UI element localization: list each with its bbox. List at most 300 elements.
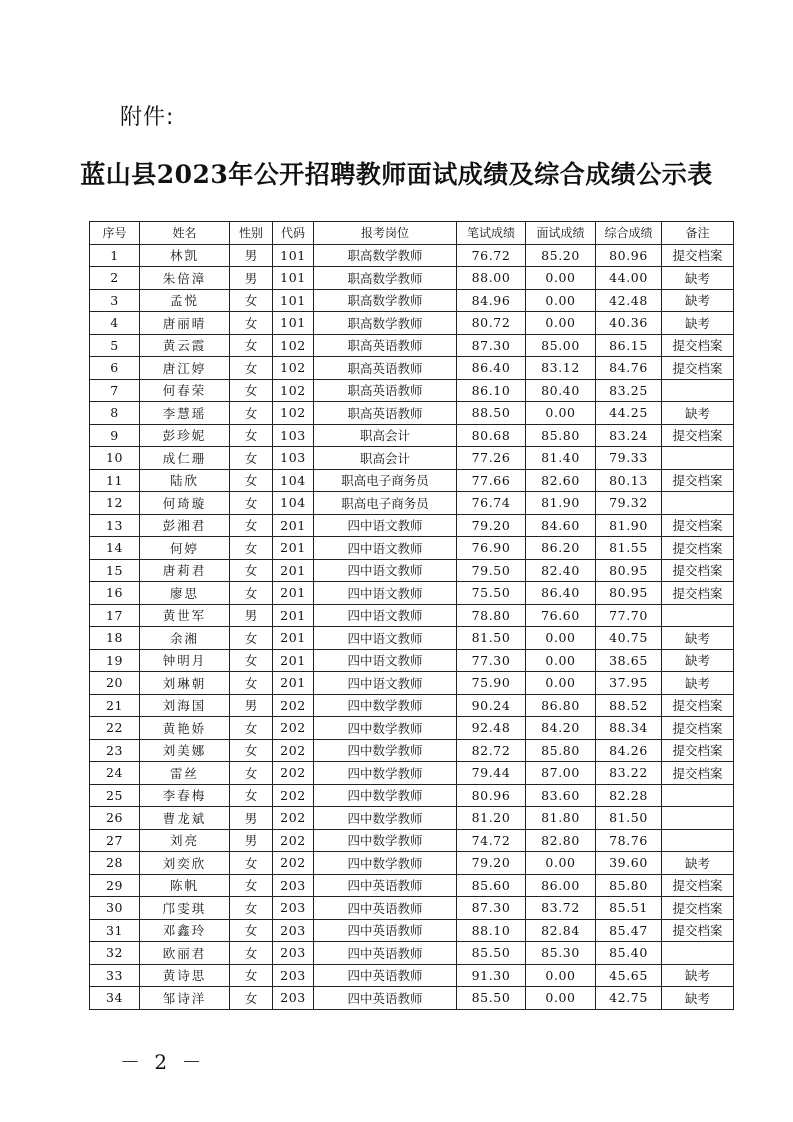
- table-row: [90, 537, 734, 560]
- table-row: [90, 807, 734, 830]
- position-code-cell: 201: [273, 672, 314, 695]
- table-row: [90, 514, 734, 537]
- row-index-cell: 1: [90, 244, 140, 267]
- position-cell: 四中英语教师: [314, 874, 457, 897]
- gender-cell: 女: [230, 379, 273, 402]
- row-index-cell: 28: [90, 852, 140, 875]
- position-code-cell: 201: [273, 627, 314, 650]
- position-cell: 职高电子商务员: [314, 492, 457, 515]
- gender-cell: 女: [230, 852, 273, 875]
- written-score-cell: 76.74: [457, 492, 526, 515]
- total-score-cell: 45.65: [596, 964, 662, 987]
- interview-score-cell: 0.00: [526, 649, 596, 672]
- candidate-name-cell: 曹龙斌: [140, 807, 230, 830]
- page-number: － 2 －: [120, 1050, 206, 1074]
- row-index-cell: 34: [90, 987, 140, 1010]
- remark-cell: 缺考: [662, 627, 734, 650]
- table-row: [90, 672, 734, 695]
- gender-cell: 女: [230, 627, 273, 650]
- total-score-cell: 85.51: [596, 897, 662, 920]
- candidate-name-cell: 李春梅: [140, 784, 230, 807]
- total-score-cell: 84.76: [596, 357, 662, 380]
- candidate-name-cell: 彭珍妮: [140, 424, 230, 447]
- position-cell: 四中数学教师: [314, 852, 457, 875]
- interview-score-cell: 81.40: [526, 447, 596, 470]
- interview-score-cell: 83.12: [526, 357, 596, 380]
- total-score-cell: 83.22: [596, 762, 662, 785]
- written-score-cell: 88.00: [457, 267, 526, 290]
- col-interview-header: 面试成绩: [526, 222, 596, 245]
- position-code-cell: 203: [273, 897, 314, 920]
- remark-cell: 缺考: [662, 672, 734, 695]
- total-score-cell: 85.40: [596, 942, 662, 965]
- candidate-name-cell: 林凯: [140, 244, 230, 267]
- remark-cell: [662, 807, 734, 830]
- row-index-cell: 19: [90, 649, 140, 672]
- position-cell: 四中语文教师: [314, 672, 457, 695]
- candidate-name-cell: 黄艳娇: [140, 717, 230, 740]
- position-cell: 四中英语教师: [314, 942, 457, 965]
- gender-cell: 女: [230, 649, 273, 672]
- interview-score-cell: 0.00: [526, 627, 596, 650]
- interview-score-cell: 86.80: [526, 694, 596, 717]
- written-score-cell: 79.20: [457, 514, 526, 537]
- remark-cell: 缺考: [662, 964, 734, 987]
- remark-cell: [662, 604, 734, 627]
- written-score-cell: 92.48: [457, 717, 526, 740]
- total-score-cell: 40.75: [596, 627, 662, 650]
- remark-cell: [662, 492, 734, 515]
- written-score-cell: 77.66: [457, 469, 526, 492]
- interview-score-cell: 85.80: [526, 424, 596, 447]
- row-index-cell: 17: [90, 604, 140, 627]
- interview-score-cell: 83.60: [526, 784, 596, 807]
- position-code-cell: 101: [273, 312, 314, 335]
- total-score-cell: 81.90: [596, 514, 662, 537]
- total-score-cell: 40.36: [596, 312, 662, 335]
- table-row: [90, 267, 734, 290]
- table-row: [90, 559, 734, 582]
- total-score-cell: 85.80: [596, 874, 662, 897]
- remark-cell: 提交档案: [662, 357, 734, 380]
- written-score-cell: 77.26: [457, 447, 526, 470]
- interview-score-cell: 84.60: [526, 514, 596, 537]
- table-row: [90, 379, 734, 402]
- total-score-cell: 39.60: [596, 852, 662, 875]
- results-table: [89, 221, 734, 1010]
- row-index-cell: 9: [90, 424, 140, 447]
- written-score-cell: 87.30: [457, 897, 526, 920]
- position-code-cell: 203: [273, 919, 314, 942]
- candidate-name-cell: 欧丽君: [140, 942, 230, 965]
- position-code-cell: 102: [273, 402, 314, 425]
- interview-score-cell: 86.00: [526, 874, 596, 897]
- position-cell: 四中语文教师: [314, 627, 457, 650]
- total-score-cell: 80.13: [596, 469, 662, 492]
- candidate-name-cell: 唐丽晴: [140, 312, 230, 335]
- gender-cell: 女: [230, 784, 273, 807]
- position-cell: 四中语文教师: [314, 537, 457, 560]
- table-row: [90, 627, 734, 650]
- written-score-cell: 91.30: [457, 964, 526, 987]
- row-index-cell: 29: [90, 874, 140, 897]
- table-row: [90, 852, 734, 875]
- table-row: [90, 447, 734, 470]
- candidate-name-cell: 廖思: [140, 582, 230, 605]
- written-score-cell: 80.96: [457, 784, 526, 807]
- written-score-cell: 75.90: [457, 672, 526, 695]
- candidate-name-cell: 刘琳朝: [140, 672, 230, 695]
- remark-cell: 提交档案: [662, 537, 734, 560]
- position-code-cell: 101: [273, 267, 314, 290]
- gender-cell: 女: [230, 514, 273, 537]
- table-row: [90, 312, 734, 335]
- table-row: [90, 604, 734, 627]
- position-code-cell: 102: [273, 334, 314, 357]
- gender-cell: 女: [230, 874, 273, 897]
- row-index-cell: 5: [90, 334, 140, 357]
- attachment-label: 附件:: [120, 105, 175, 130]
- gender-cell: 女: [230, 942, 273, 965]
- position-cell: 四中数学教师: [314, 807, 457, 830]
- candidate-name-cell: 陈帆: [140, 874, 230, 897]
- gender-cell: 女: [230, 447, 273, 470]
- candidate-name-cell: 李慧瑶: [140, 402, 230, 425]
- remark-cell: 缺考: [662, 987, 734, 1010]
- remark-cell: 缺考: [662, 267, 734, 290]
- written-score-cell: 82.72: [457, 739, 526, 762]
- position-cell: 四中英语教师: [314, 897, 457, 920]
- remark-cell: [662, 447, 734, 470]
- total-score-cell: 79.33: [596, 447, 662, 470]
- position-code-cell: 202: [273, 739, 314, 762]
- position-cell: 职高数学教师: [314, 312, 457, 335]
- total-score-cell: 44.25: [596, 402, 662, 425]
- position-code-cell: 201: [273, 559, 314, 582]
- written-score-cell: 77.30: [457, 649, 526, 672]
- row-index-cell: 13: [90, 514, 140, 537]
- position-code-cell: 202: [273, 694, 314, 717]
- gender-cell: 女: [230, 559, 273, 582]
- candidate-name-cell: 黄世军: [140, 604, 230, 627]
- total-score-cell: 80.95: [596, 582, 662, 605]
- total-score-cell: 80.95: [596, 559, 662, 582]
- row-index-cell: 11: [90, 469, 140, 492]
- candidate-name-cell: 何婷: [140, 537, 230, 560]
- remark-cell: 提交档案: [662, 559, 734, 582]
- position-cell: 职高会计: [314, 424, 457, 447]
- written-score-cell: 85.50: [457, 987, 526, 1010]
- written-score-cell: 85.50: [457, 942, 526, 965]
- remark-cell: 缺考: [662, 289, 734, 312]
- row-index-cell: 25: [90, 784, 140, 807]
- remark-cell: 缺考: [662, 312, 734, 335]
- total-score-cell: 79.32: [596, 492, 662, 515]
- document-title: 蓝山县2023年公开招聘教师面试成绩及综合成绩公示表: [80, 160, 713, 189]
- candidate-name-cell: 何春荣: [140, 379, 230, 402]
- remark-cell: 提交档案: [662, 514, 734, 537]
- candidate-name-cell: 余湘: [140, 627, 230, 650]
- row-index-cell: 26: [90, 807, 140, 830]
- position-cell: 四中语文教师: [314, 582, 457, 605]
- total-score-cell: 42.75: [596, 987, 662, 1010]
- gender-cell: 女: [230, 289, 273, 312]
- position-code-cell: 103: [273, 447, 314, 470]
- row-index-cell: 12: [90, 492, 140, 515]
- table-row: [90, 897, 734, 920]
- table-row: [90, 334, 734, 357]
- written-score-cell: 84.96: [457, 289, 526, 312]
- written-score-cell: 79.44: [457, 762, 526, 785]
- total-score-cell: 88.34: [596, 717, 662, 740]
- total-score-cell: 42.48: [596, 289, 662, 312]
- interview-score-cell: 82.84: [526, 919, 596, 942]
- row-index-cell: 7: [90, 379, 140, 402]
- interview-score-cell: 82.60: [526, 469, 596, 492]
- table-row: [90, 717, 734, 740]
- table-row: [90, 402, 734, 425]
- gender-cell: 女: [230, 582, 273, 605]
- interview-score-cell: 0.00: [526, 964, 596, 987]
- written-score-cell: 86.10: [457, 379, 526, 402]
- gender-cell: 男: [230, 694, 273, 717]
- row-index-cell: 20: [90, 672, 140, 695]
- candidate-name-cell: 钟明月: [140, 649, 230, 672]
- candidate-name-cell: 雷丝: [140, 762, 230, 785]
- interview-score-cell: 86.40: [526, 582, 596, 605]
- remark-cell: 提交档案: [662, 582, 734, 605]
- total-score-cell: 86.15: [596, 334, 662, 357]
- written-score-cell: 86.40: [457, 357, 526, 380]
- row-index-cell: 16: [90, 582, 140, 605]
- remark-cell: [662, 829, 734, 852]
- row-index-cell: 31: [90, 919, 140, 942]
- position-cell: 四中英语教师: [314, 987, 457, 1010]
- remark-cell: 提交档案: [662, 244, 734, 267]
- position-code-cell: 202: [273, 717, 314, 740]
- row-index-cell: 14: [90, 537, 140, 560]
- position-cell: 职高英语教师: [314, 357, 457, 380]
- position-cell: 四中语文教师: [314, 559, 457, 582]
- interview-score-cell: 85.80: [526, 739, 596, 762]
- position-cell: 职高数学教师: [314, 244, 457, 267]
- table-row: [90, 784, 734, 807]
- interview-score-cell: 84.20: [526, 717, 596, 740]
- position-cell: 四中英语教师: [314, 964, 457, 987]
- position-code-cell: 202: [273, 784, 314, 807]
- row-index-cell: 10: [90, 447, 140, 470]
- written-score-cell: 87.30: [457, 334, 526, 357]
- interview-score-cell: 81.80: [526, 807, 596, 830]
- remark-cell: 提交档案: [662, 739, 734, 762]
- interview-score-cell: 0.00: [526, 672, 596, 695]
- candidate-name-cell: 邝雯琪: [140, 897, 230, 920]
- row-index-cell: 2: [90, 267, 140, 290]
- candidate-name-cell: 黄云霞: [140, 334, 230, 357]
- remark-cell: [662, 379, 734, 402]
- position-cell: 四中语文教师: [314, 604, 457, 627]
- position-cell: 职高英语教师: [314, 379, 457, 402]
- col-index-header: 序号: [90, 222, 140, 245]
- position-cell: 四中数学教师: [314, 717, 457, 740]
- remark-cell: 提交档案: [662, 469, 734, 492]
- interview-score-cell: 76.60: [526, 604, 596, 627]
- total-score-cell: 81.55: [596, 537, 662, 560]
- position-cell: 职高电子商务员: [314, 469, 457, 492]
- position-cell: 四中数学教师: [314, 762, 457, 785]
- table-body: [90, 244, 734, 1009]
- position-code-cell: 104: [273, 469, 314, 492]
- candidate-name-cell: 唐莉君: [140, 559, 230, 582]
- candidate-name-cell: 刘海国: [140, 694, 230, 717]
- gender-cell: 女: [230, 537, 273, 560]
- row-index-cell: 8: [90, 402, 140, 425]
- total-score-cell: 88.52: [596, 694, 662, 717]
- table-row: [90, 694, 734, 717]
- remark-cell: 提交档案: [662, 874, 734, 897]
- col-code-header: 代码: [273, 222, 314, 245]
- candidate-name-cell: 刘美娜: [140, 739, 230, 762]
- gender-cell: 女: [230, 897, 273, 920]
- interview-score-cell: 82.40: [526, 559, 596, 582]
- position-code-cell: 101: [273, 244, 314, 267]
- interview-score-cell: 86.20: [526, 537, 596, 560]
- row-index-cell: 3: [90, 289, 140, 312]
- total-score-cell: 82.28: [596, 784, 662, 807]
- total-score-cell: 84.26: [596, 739, 662, 762]
- gender-cell: 女: [230, 672, 273, 695]
- row-index-cell: 21: [90, 694, 140, 717]
- row-index-cell: 4: [90, 312, 140, 335]
- interview-score-cell: 87.00: [526, 762, 596, 785]
- total-score-cell: 78.76: [596, 829, 662, 852]
- table-row: [90, 762, 734, 785]
- gender-cell: 男: [230, 807, 273, 830]
- table-row: [90, 424, 734, 447]
- table-row: [90, 829, 734, 852]
- written-score-cell: 88.10: [457, 919, 526, 942]
- candidate-name-cell: 黄诗思: [140, 964, 230, 987]
- total-score-cell: 81.50: [596, 807, 662, 830]
- written-score-cell: 79.20: [457, 852, 526, 875]
- candidate-name-cell: 成仁珊: [140, 447, 230, 470]
- candidate-name-cell: 刘奕欣: [140, 852, 230, 875]
- gender-cell: 女: [230, 964, 273, 987]
- position-code-cell: 203: [273, 942, 314, 965]
- written-score-cell: 76.90: [457, 537, 526, 560]
- written-score-cell: 80.72: [457, 312, 526, 335]
- candidate-name-cell: 彭湘君: [140, 514, 230, 537]
- position-cell: 四中数学教师: [314, 694, 457, 717]
- candidate-name-cell: 刘亮: [140, 829, 230, 852]
- position-code-cell: 201: [273, 514, 314, 537]
- remark-cell: 提交档案: [662, 424, 734, 447]
- written-score-cell: 81.20: [457, 807, 526, 830]
- position-cell: 四中语文教师: [314, 514, 457, 537]
- interview-score-cell: 85.20: [526, 244, 596, 267]
- row-index-cell: 32: [90, 942, 140, 965]
- remark-cell: 提交档案: [662, 694, 734, 717]
- table-row: [90, 469, 734, 492]
- position-cell: 四中英语教师: [314, 919, 457, 942]
- written-score-cell: 85.60: [457, 874, 526, 897]
- written-score-cell: 74.72: [457, 829, 526, 852]
- position-code-cell: 202: [273, 829, 314, 852]
- position-cell: 四中数学教师: [314, 784, 457, 807]
- written-score-cell: 78.80: [457, 604, 526, 627]
- interview-score-cell: 0.00: [526, 312, 596, 335]
- table-row: [90, 942, 734, 965]
- position-code-cell: 101: [273, 289, 314, 312]
- position-cell: 四中语文教师: [314, 649, 457, 672]
- position-code-cell: 201: [273, 582, 314, 605]
- position-code-cell: 102: [273, 357, 314, 380]
- total-score-cell: 80.96: [596, 244, 662, 267]
- gender-cell: 女: [230, 987, 273, 1010]
- position-code-cell: 202: [273, 852, 314, 875]
- interview-score-cell: 0.00: [526, 289, 596, 312]
- total-score-cell: 83.25: [596, 379, 662, 402]
- position-code-cell: 201: [273, 604, 314, 627]
- interview-score-cell: 85.00: [526, 334, 596, 357]
- remark-cell: 缺考: [662, 852, 734, 875]
- col-total-header: 综合成绩: [596, 222, 662, 245]
- candidate-name-cell: 朱倍漳: [140, 267, 230, 290]
- total-score-cell: 83.24: [596, 424, 662, 447]
- written-score-cell: 80.68: [457, 424, 526, 447]
- table-header-row: [90, 222, 734, 245]
- written-score-cell: 75.50: [457, 582, 526, 605]
- row-index-cell: 30: [90, 897, 140, 920]
- total-score-cell: 44.00: [596, 267, 662, 290]
- interview-score-cell: 80.40: [526, 379, 596, 402]
- interview-score-cell: 82.80: [526, 829, 596, 852]
- candidate-name-cell: 何琦璇: [140, 492, 230, 515]
- gender-cell: 女: [230, 334, 273, 357]
- interview-score-cell: 81.90: [526, 492, 596, 515]
- gender-cell: 女: [230, 424, 273, 447]
- remark-cell: 缺考: [662, 402, 734, 425]
- position-cell: 职高数学教师: [314, 267, 457, 290]
- interview-score-cell: 0.00: [526, 267, 596, 290]
- total-score-cell: 37.95: [596, 672, 662, 695]
- position-code-cell: 203: [273, 874, 314, 897]
- interview-score-cell: 0.00: [526, 402, 596, 425]
- position-code-cell: 103: [273, 424, 314, 447]
- row-index-cell: 15: [90, 559, 140, 582]
- gender-cell: 男: [230, 267, 273, 290]
- gender-cell: 男: [230, 604, 273, 627]
- table-row: [90, 874, 734, 897]
- gender-cell: 女: [230, 762, 273, 785]
- written-score-cell: 88.50: [457, 402, 526, 425]
- remark-cell: 提交档案: [662, 762, 734, 785]
- gender-cell: 女: [230, 739, 273, 762]
- col-position-header: 报考岗位: [314, 222, 457, 245]
- table-row: [90, 357, 734, 380]
- row-index-cell: 6: [90, 357, 140, 380]
- position-code-cell: 202: [273, 807, 314, 830]
- row-index-cell: 33: [90, 964, 140, 987]
- position-code-cell: 201: [273, 649, 314, 672]
- gender-cell: 女: [230, 312, 273, 335]
- total-score-cell: 77.70: [596, 604, 662, 627]
- gender-cell: 女: [230, 492, 273, 515]
- remark-cell: [662, 942, 734, 965]
- written-score-cell: 76.72: [457, 244, 526, 267]
- total-score-cell: 38.65: [596, 649, 662, 672]
- gender-cell: 男: [230, 829, 273, 852]
